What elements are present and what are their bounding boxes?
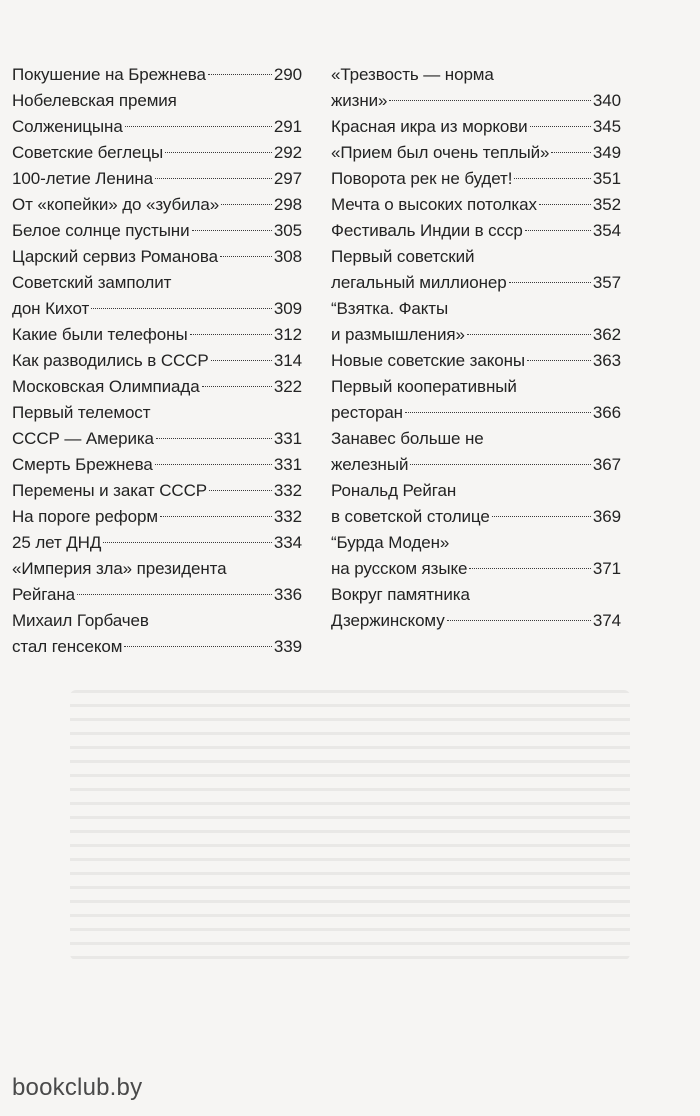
- toc-entry: [12, 270, 302, 322]
- toc-entry-title: дон Кихот: [12, 299, 90, 318]
- toc-entry: [12, 504, 302, 530]
- dot-leader: [124, 646, 272, 647]
- dot-leader: [209, 490, 272, 491]
- toc-entry-last-line: [12, 62, 302, 88]
- toc-page-number: 291: [273, 117, 302, 136]
- toc-entry-title: “Бурда Моден»: [331, 533, 450, 552]
- toc-entry-title: «Прием был очень теплый»: [331, 143, 550, 162]
- toc-entry-last-line: [331, 192, 621, 218]
- toc-page-number: 314: [273, 351, 302, 370]
- dot-leader: [469, 568, 591, 569]
- toc-entry-title: Мечта о высоких потолках: [331, 195, 537, 214]
- toc-entry-last-line: [12, 192, 302, 218]
- toc-entry-last-line: [12, 426, 302, 452]
- toc-entry-line: [12, 88, 302, 114]
- toc-page-number: 366: [592, 403, 621, 422]
- toc-entry-last-line: [331, 452, 621, 478]
- toc-page-number: 332: [273, 507, 302, 526]
- toc-entry-title: Рейгана: [12, 585, 75, 604]
- toc-entry: [12, 218, 302, 244]
- dot-leader: [530, 126, 591, 127]
- dot-leader: [155, 178, 272, 179]
- toc-entry-title: ресторан: [331, 403, 403, 422]
- toc-entry: [331, 582, 621, 634]
- toc-entry-title: Смерть Брежнева: [12, 455, 153, 474]
- toc-entry-line: [331, 374, 621, 400]
- toc-entry-last-line: [12, 140, 302, 166]
- dot-leader: [389, 100, 591, 101]
- toc-page-number: 345: [592, 117, 621, 136]
- toc-entry-line: [12, 556, 302, 582]
- dot-leader: [77, 594, 272, 595]
- toc-entry-title: Красная икра из моркови: [331, 117, 528, 136]
- toc-entry-last-line: [12, 218, 302, 244]
- toc-entry-last-line: [12, 504, 302, 530]
- toc-page-number: 336: [273, 585, 302, 604]
- toc-entry-line: [331, 530, 621, 556]
- toc-entry: [12, 478, 302, 504]
- toc-page-number: 362: [592, 325, 621, 344]
- bleed-through-text: [70, 690, 630, 960]
- toc-entry-title: Дзержинскому: [331, 611, 445, 630]
- toc-entry-line: [331, 62, 621, 88]
- toc-page-number: 332: [273, 481, 302, 500]
- toc-page-number: 340: [592, 91, 621, 110]
- toc-entry-title: «Трезвость — норма: [331, 65, 494, 84]
- toc-entry: [331, 426, 621, 478]
- dot-leader: [514, 178, 591, 179]
- toc-entry-title: Как разводились в СССР: [12, 351, 209, 370]
- toc-entry-last-line: [12, 478, 302, 504]
- toc-entry-title: “Взятка. Факты: [331, 299, 449, 318]
- toc-entry: [331, 530, 621, 582]
- dot-leader: [103, 542, 272, 543]
- toc-page-number: 292: [273, 143, 302, 162]
- toc-entry-last-line: [331, 218, 621, 244]
- toc-entry-last-line: [331, 166, 621, 192]
- toc-page-number: 339: [273, 637, 302, 656]
- toc-entry-line: [12, 400, 302, 426]
- dot-leader: [156, 438, 272, 439]
- toc-entry-line: [331, 244, 621, 270]
- toc-page-number: 374: [592, 611, 621, 630]
- dot-leader: [91, 308, 272, 309]
- dot-leader: [551, 152, 591, 153]
- dot-leader: [525, 230, 591, 231]
- toc-entry-line: [12, 270, 302, 296]
- toc-entry-line: [331, 296, 621, 322]
- toc-entry: [331, 478, 621, 530]
- dot-leader: [509, 282, 591, 283]
- toc-entry-last-line: [331, 270, 621, 296]
- toc-entry-title: Фестиваль Индии в ссср: [331, 221, 523, 240]
- toc-entry-title: легальный миллионер: [331, 273, 507, 292]
- toc-page-number: 351: [592, 169, 621, 188]
- toc-entry-last-line: [12, 166, 302, 192]
- dot-leader: [527, 360, 591, 361]
- toc-entry-last-line: [331, 88, 621, 114]
- toc-entry-last-line: [331, 322, 621, 348]
- toc-entry-last-line: [12, 582, 302, 608]
- toc-entry-title: Вокруг памятника: [331, 585, 470, 604]
- toc-entry-last-line: [12, 634, 302, 660]
- dot-leader: [447, 620, 591, 621]
- toc-entry-title: стал генсеком: [12, 637, 123, 656]
- toc-entry-title: Солженицына: [12, 117, 123, 136]
- toc-page-number: 354: [592, 221, 621, 240]
- toc-entry-title: Новые советские законы: [331, 351, 525, 370]
- toc-entry-title: СССР — Америка: [12, 429, 154, 448]
- toc-entry-line: [331, 582, 621, 608]
- toc-page-number: 363: [592, 351, 621, 370]
- toc-entry: [331, 244, 621, 296]
- toc-column-left: [12, 62, 302, 660]
- toc-page-number: 331: [273, 455, 302, 474]
- dot-leader: [208, 74, 272, 75]
- toc-entry: [331, 348, 621, 374]
- toc-entry-title: Советские беглецы: [12, 143, 164, 162]
- toc-entry: [12, 530, 302, 556]
- toc-entry-title: Первый телемост: [12, 403, 151, 422]
- toc-entry-title: Белое солнце пустыни: [12, 221, 190, 240]
- toc-entry: [331, 296, 621, 348]
- toc-entry-title: Михаил Горбачев: [12, 611, 149, 630]
- toc-entry-title: На пороге реформ: [12, 507, 158, 526]
- toc-page-number: 290: [273, 65, 302, 84]
- toc-entry-title: Первый кооперативный: [331, 377, 517, 396]
- dot-leader: [202, 386, 272, 387]
- dot-leader: [155, 464, 272, 465]
- toc-entry: [12, 608, 302, 660]
- toc-page-number: 297: [273, 169, 302, 188]
- toc-entry-last-line: [331, 504, 621, 530]
- toc-entry: [331, 218, 621, 244]
- dot-leader: [221, 204, 272, 205]
- toc-entry: [12, 244, 302, 270]
- toc-entry-title: Первый советский: [331, 247, 475, 266]
- toc-entry: [12, 556, 302, 608]
- toc-page-number: 331: [273, 429, 302, 448]
- toc-entry-last-line: [331, 140, 621, 166]
- toc-entry-title: 25 лет ДНД: [12, 533, 102, 552]
- dot-leader: [405, 412, 591, 413]
- dot-leader: [211, 360, 272, 361]
- dot-leader: [160, 516, 272, 517]
- toc-entry: [12, 192, 302, 218]
- dot-leader: [125, 126, 272, 127]
- dot-leader: [220, 256, 272, 257]
- toc-entry-title: Перемены и закат СССР: [12, 481, 207, 500]
- toc-entry-title: «Империя зла» президента: [12, 559, 227, 578]
- toc-entry-title: железный: [331, 455, 409, 474]
- toc-entry-title: Какие были телефоны: [12, 325, 188, 344]
- toc-entry-last-line: [12, 322, 302, 348]
- toc-page-number: 322: [273, 377, 302, 396]
- toc-entry-title: и размышления»: [331, 325, 465, 344]
- toc-entry: [12, 452, 302, 478]
- toc-entry-title: От «копейки» до «зубила»: [12, 195, 220, 214]
- dot-leader: [467, 334, 591, 335]
- toc-entry-title: Царский сервиз Романова: [12, 247, 218, 266]
- toc-entry-last-line: [331, 556, 621, 582]
- toc-entry-title: Советский замполит: [12, 273, 172, 292]
- toc-page-number: 349: [592, 143, 621, 162]
- toc-entry-title: Рональд Рейган: [331, 481, 457, 500]
- toc-entry-last-line: [12, 374, 302, 400]
- toc-entry: [12, 140, 302, 166]
- toc-entry-title: в советской столице: [331, 507, 490, 526]
- toc-page-number: 334: [273, 533, 302, 552]
- toc-page-number: 369: [592, 507, 621, 526]
- toc-entry: [331, 62, 621, 114]
- dot-leader: [192, 230, 272, 231]
- toc-page-number: 371: [592, 559, 621, 578]
- toc-page-number: 309: [273, 299, 302, 318]
- toc-page-number: 312: [273, 325, 302, 344]
- toc-entry-last-line: [12, 530, 302, 556]
- toc-entry-title: Нобелевская премия: [12, 91, 177, 110]
- toc-entry: [12, 62, 302, 88]
- toc-entry: [12, 88, 302, 140]
- toc-page-number: 357: [592, 273, 621, 292]
- dot-leader: [165, 152, 272, 153]
- toc-page-number: 308: [273, 247, 302, 266]
- toc-entry-last-line: [12, 244, 302, 270]
- toc-entry: [331, 140, 621, 166]
- toc-entry: [12, 166, 302, 192]
- toc-entry-title: 100-летие Ленина: [12, 169, 154, 188]
- toc-page-number: 298: [273, 195, 302, 214]
- toc-entry-last-line: [12, 348, 302, 374]
- toc-entry-line: [331, 478, 621, 504]
- toc-entry: [12, 322, 302, 348]
- toc-page-number: 352: [592, 195, 621, 214]
- toc-entry-last-line: [331, 400, 621, 426]
- toc-entry-title: Поворота рек не будет!: [331, 169, 513, 188]
- toc-page-number: 367: [592, 455, 621, 474]
- toc-entry: [12, 374, 302, 400]
- toc-entry-title: на русском языке: [331, 559, 468, 578]
- toc-entry-last-line: [331, 114, 621, 140]
- toc-entry: [331, 166, 621, 192]
- toc-entry-line: [331, 426, 621, 452]
- dot-leader: [410, 464, 591, 465]
- toc-entry-last-line: [331, 608, 621, 634]
- toc-entry-last-line: [12, 296, 302, 322]
- toc-entry-last-line: [12, 452, 302, 478]
- toc-entry-title: Московская Олимпиада: [12, 377, 200, 396]
- toc-entry: [12, 348, 302, 374]
- toc-page-number: 305: [273, 221, 302, 240]
- toc-entry: [331, 114, 621, 140]
- toc-entry-title: Занавес больше не: [331, 429, 484, 448]
- toc-entry-last-line: [331, 348, 621, 374]
- toc-entry: [331, 192, 621, 218]
- toc-entry-last-line: [12, 114, 302, 140]
- toc-column-right: [331, 62, 621, 634]
- toc-entry-line: [12, 608, 302, 634]
- toc-entry: [331, 374, 621, 426]
- dot-leader: [492, 516, 591, 517]
- dot-leader: [190, 334, 272, 335]
- toc-entry-title: Покушение на Брежнева: [12, 65, 206, 84]
- toc-entry-title: жизни»: [331, 91, 388, 110]
- toc-entry: [12, 400, 302, 452]
- watermark: bookclub.by: [12, 1074, 143, 1101]
- dot-leader: [539, 204, 591, 205]
